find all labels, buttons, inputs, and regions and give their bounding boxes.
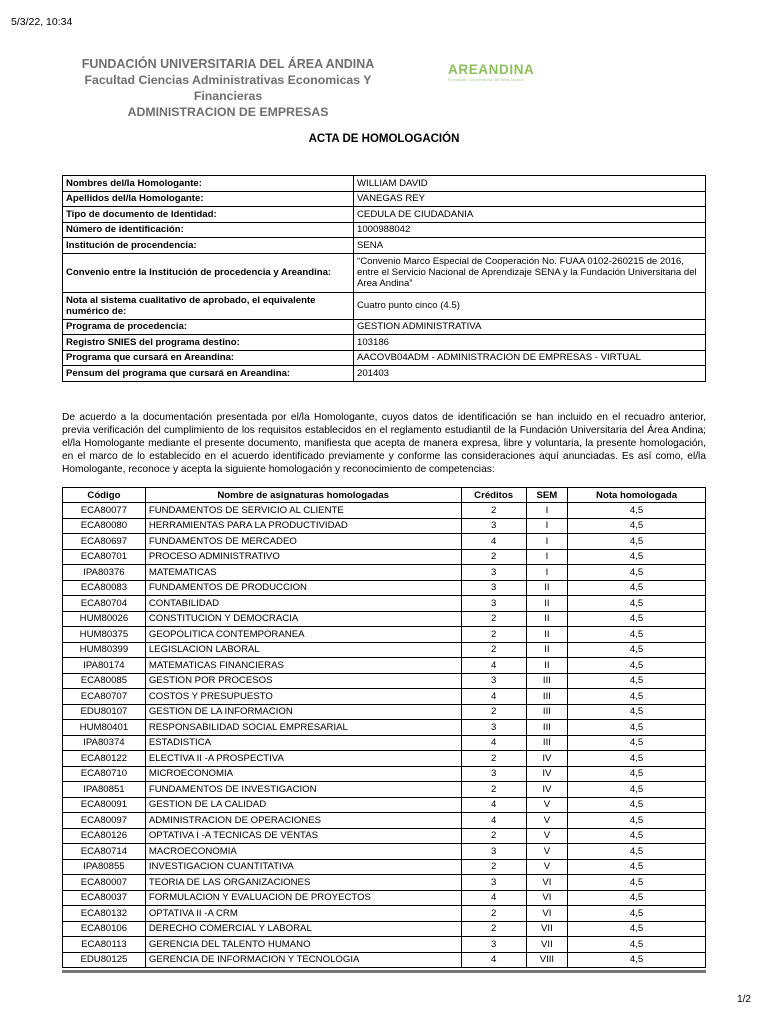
- info-label: Convenio entre la Institución de procedencia y Areandina:: [63, 253, 354, 292]
- info-row: [63, 350, 706, 366]
- course-grade: 4,5: [568, 766, 706, 782]
- course-semester: I: [526, 565, 567, 581]
- course-grade: 4,5: [568, 921, 706, 937]
- course-grade: 4,5: [568, 596, 706, 612]
- course-grade: 4,5: [568, 735, 706, 751]
- info-row: [63, 207, 706, 223]
- course-code: ECA80097: [63, 813, 146, 829]
- course-name: PROCESO ADMINISTRATIVO: [145, 549, 461, 565]
- table-row: [63, 828, 706, 844]
- course-credits: 3: [461, 565, 526, 581]
- header-sem: SEM: [526, 488, 567, 503]
- course-name: MATEMATICAS FINANCIERAS: [145, 658, 461, 674]
- course-name: GERENCIA DEL TALENTO HUMANO: [145, 937, 461, 953]
- table-row: [63, 518, 706, 534]
- course-semester: I: [526, 549, 567, 565]
- header-credits: Créditos: [461, 488, 526, 503]
- course-grade: 4,5: [568, 689, 706, 705]
- course-semester: II: [526, 596, 567, 612]
- course-name: LEGISLACION LABORAL: [145, 642, 461, 658]
- info-row: [63, 292, 706, 319]
- course-grade: 4,5: [568, 859, 706, 875]
- info-value: CEDULA DE CIUDADANIA: [354, 207, 706, 223]
- print-date: 5/3/22, 10:34: [11, 16, 73, 28]
- info-label: Programa que cursará en Areandina:: [63, 350, 354, 366]
- course-name: OPTATIVA I -A TECNICAS DE VENTAS: [145, 828, 461, 844]
- course-credits: 2: [461, 642, 526, 658]
- course-credits: 4: [461, 797, 526, 813]
- course-code: ECA80113: [63, 937, 146, 953]
- course-name: INVESTIGACION CUANTITATIVA: [145, 859, 461, 875]
- course-code: ECA80126: [63, 828, 146, 844]
- course-name: TEORIA DE LAS ORGANIZACIONES: [145, 875, 461, 891]
- info-row: [63, 253, 706, 292]
- course-code: ECA80091: [63, 797, 146, 813]
- course-credits: 2: [461, 859, 526, 875]
- table-row: [63, 952, 706, 968]
- course-grade: 4,5: [568, 503, 706, 519]
- course-credits: 2: [461, 828, 526, 844]
- course-semester: IV: [526, 782, 567, 798]
- table-row: [63, 534, 706, 550]
- course-semester: V: [526, 859, 567, 875]
- table-row: [63, 890, 706, 906]
- course-grade: 4,5: [568, 782, 706, 798]
- homologante-info-table: [62, 175, 706, 382]
- course-grade: 4,5: [568, 580, 706, 596]
- course-grade: 4,5: [568, 906, 706, 922]
- course-credits: 3: [461, 844, 526, 860]
- course-grade: 4,5: [568, 952, 706, 968]
- course-name: FORMULACION Y EVALUACION DE PROYECTOS: [145, 890, 461, 906]
- course-grade: 4,5: [568, 797, 706, 813]
- table-row: [63, 658, 706, 674]
- course-semester: II: [526, 658, 567, 674]
- course-name: GESTION DE LA INFORMACION: [145, 704, 461, 720]
- course-credits: 2: [461, 503, 526, 519]
- course-code: ECA80007: [63, 875, 146, 891]
- course-grade: 4,5: [568, 642, 706, 658]
- course-credits: 2: [461, 611, 526, 627]
- course-credits: 4: [461, 890, 526, 906]
- info-label: Registro SNIES del programa destino:: [63, 335, 354, 351]
- info-label: Pensum del programa que cursará en Areandina:: [63, 366, 354, 382]
- info-value: 103186: [354, 335, 706, 351]
- course-semester: II: [526, 611, 567, 627]
- logo-word: AREANDINA: [448, 62, 535, 77]
- info-value: GESTION ADMINISTRATIVA: [354, 319, 706, 335]
- info-row: [63, 319, 706, 335]
- table-row: [63, 503, 706, 519]
- info-label: Tipo de documento de Identidad:: [63, 207, 354, 223]
- course-semester: I: [526, 503, 567, 519]
- course-credits: 3: [461, 937, 526, 953]
- course-grade: 4,5: [568, 813, 706, 829]
- info-row: [63, 238, 706, 254]
- course-credits: 2: [461, 906, 526, 922]
- info-value: SENA: [354, 238, 706, 254]
- header-grade: Nota homologada: [568, 488, 706, 503]
- info-value: 1000988042: [354, 222, 706, 238]
- course-credits: 4: [461, 735, 526, 751]
- course-semester: I: [526, 534, 567, 550]
- course-credits: 4: [461, 813, 526, 829]
- institution-name: FUNDACIÓN UNIVERSITARIA DEL ÁREA ANDINA: [81, 57, 375, 71]
- course-code: IPA80851: [63, 782, 146, 798]
- table-row: [63, 859, 706, 875]
- areandina-logo: [448, 63, 558, 89]
- course-code: ECA80037: [63, 890, 146, 906]
- course-grade: 4,5: [568, 890, 706, 906]
- course-name: ESTADISTICA: [145, 735, 461, 751]
- course-name: MACROECONOMIA: [145, 844, 461, 860]
- info-label: Número de identificación:: [63, 222, 354, 238]
- course-grade: 4,5: [568, 565, 706, 581]
- table-row: [63, 720, 706, 736]
- course-code: ECA80707: [63, 689, 146, 705]
- table-row: [63, 782, 706, 798]
- course-code: IPA80855: [63, 859, 146, 875]
- course-name: FUNDAMENTOS DE INVESTIGACION: [145, 782, 461, 798]
- course-semester: VII: [526, 921, 567, 937]
- course-name: RESPONSABILIDAD SOCIAL EMPRESARIAL: [145, 720, 461, 736]
- course-credits: 3: [461, 596, 526, 612]
- course-name: ELECTIVA II -A PROSPECTIVA: [145, 751, 461, 767]
- course-credits: 4: [461, 689, 526, 705]
- table-row: [63, 611, 706, 627]
- course-grade: 4,5: [568, 704, 706, 720]
- table-row: [63, 596, 706, 612]
- course-name: COSTOS Y PRESUPUESTO: [145, 689, 461, 705]
- course-code: IPA80376: [63, 565, 146, 581]
- table-row: [63, 627, 706, 643]
- table-row: [63, 844, 706, 860]
- course-credits: 2: [461, 627, 526, 643]
- table-row: [63, 580, 706, 596]
- homologated-courses-table: [62, 487, 706, 968]
- info-value: “Convenio Marco Especial de Cooperación No. FUAA 0102-260215 de 2016, entre el Servicio Nacional de Aprendizaje SENA y la Fundación Universitaria del Area Andina”: [354, 253, 706, 292]
- course-code: HUM80399: [63, 642, 146, 658]
- course-grade: 4,5: [568, 549, 706, 565]
- table-header-row: [63, 488, 706, 503]
- course-credits: 3: [461, 766, 526, 782]
- course-grade: 4,5: [568, 518, 706, 534]
- course-grade: 4,5: [568, 611, 706, 627]
- table-row: [63, 751, 706, 767]
- course-credits: 2: [461, 549, 526, 565]
- program-name: ADMINISTRACION DE EMPRESAS: [127, 105, 329, 119]
- course-code: HUM80401: [63, 720, 146, 736]
- course-semester: III: [526, 720, 567, 736]
- course-name: GERENCIA DE INFORMACION Y TECNOLOGIA: [145, 952, 461, 968]
- course-semester: V: [526, 797, 567, 813]
- course-semester: V: [526, 813, 567, 829]
- course-name: FUNDAMENTOS DE PRODUCCION: [145, 580, 461, 596]
- table-row: [63, 673, 706, 689]
- course-name: OPTATIVA II -A CRM: [145, 906, 461, 922]
- course-semester: V: [526, 844, 567, 860]
- course-grade: 4,5: [568, 875, 706, 891]
- course-credits: 2: [461, 704, 526, 720]
- info-label: Programa de procedencia:: [63, 319, 354, 335]
- course-code: ECA80132: [63, 906, 146, 922]
- info-row: [63, 191, 706, 207]
- course-credits: 2: [461, 751, 526, 767]
- course-code: IPA80174: [63, 658, 146, 674]
- faculty-name: Facultad Ciencias Administrativas Economicas Y Financieras: [84, 73, 372, 103]
- info-value: Cuatro punto cinco (4.5): [354, 292, 706, 319]
- course-semester: III: [526, 673, 567, 689]
- course-semester: III: [526, 704, 567, 720]
- course-name: HERRAMIENTAS PARA LA PRODUCTIVIDAD: [145, 518, 461, 534]
- table-row: [63, 642, 706, 658]
- info-label: Nota al sistema cualitativo de aprobado, el equivalente numérico de:: [63, 292, 354, 319]
- course-name: MATEMATICAS: [145, 565, 461, 581]
- course-name: MICROECONOMIA: [145, 766, 461, 782]
- table-row: [63, 906, 706, 922]
- table-row: [63, 735, 706, 751]
- logo-subtitle: Fundación Universitaria del Área Andina: [448, 77, 524, 82]
- course-name: DERECHO COMERCIAL Y LABORAL: [145, 921, 461, 937]
- course-code: ECA80714: [63, 844, 146, 860]
- course-grade: 4,5: [568, 844, 706, 860]
- table-bottom-rule: [62, 970, 706, 973]
- course-semester: V: [526, 828, 567, 844]
- course-grade: 4,5: [568, 658, 706, 674]
- course-credits: 3: [461, 875, 526, 891]
- table-row: [63, 797, 706, 813]
- course-credits: 3: [461, 518, 526, 534]
- course-code: HUM80026: [63, 611, 146, 627]
- table-row: [63, 565, 706, 581]
- table-row: [63, 689, 706, 705]
- course-code: ECA80106: [63, 921, 146, 937]
- agreement-paragraph: De acuerdo a la documentación presentada por el/la Homologante, cuyos datos de identificación se han incluido en el recuadro anterior, previa verificación del cumplimiento de los requisitos establecidos en el reglamento estudiantil de la Fundación Universitaria del Área Andina; el/la Homologante mediante el presente documento, manifiesta que acepta de manera expresa, libre y voluntaria, la presente homologación, en el marco de lo establecido en el acuerdo identificado previamente y conforme las consideraciones aquí anunciadas. Es así como, el/la Homologante, reconoce y acepta la siguiente homologación y reconocimiento de competencias:: [62, 412, 706, 475]
- info-value: 201403: [354, 366, 706, 382]
- course-code: ECA80083: [63, 580, 146, 596]
- course-code: EDU80125: [63, 952, 146, 968]
- course-credits: 4: [461, 658, 526, 674]
- course-code: ECA80080: [63, 518, 146, 534]
- page-number: 1/2: [737, 994, 751, 1005]
- info-row: [63, 176, 706, 192]
- course-name: ADMINISTRACION DE OPERACIONES: [145, 813, 461, 829]
- course-code: HUM80375: [63, 627, 146, 643]
- course-credits: 3: [461, 580, 526, 596]
- document-title: ACTA DE HOMOLOGACIÓN: [308, 133, 460, 145]
- course-grade: 4,5: [568, 828, 706, 844]
- info-label: Nombres del/la Homologante:: [63, 176, 354, 192]
- info-label: Institución de procendencia:: [63, 238, 354, 254]
- table-row: [63, 937, 706, 953]
- course-code: ECA80710: [63, 766, 146, 782]
- info-value: VANEGAS REY: [354, 191, 706, 207]
- course-grade: 4,5: [568, 751, 706, 767]
- info-row: [63, 335, 706, 351]
- course-semester: I: [526, 518, 567, 534]
- course-name: CONSTITUCION Y DEMOCRACIA: [145, 611, 461, 627]
- course-code: ECA80704: [63, 596, 146, 612]
- course-name: FUNDAMENTOS DE SERVICIO AL CLIENTE: [145, 503, 461, 519]
- course-grade: 4,5: [568, 627, 706, 643]
- table-row: [63, 549, 706, 565]
- course-credits: 4: [461, 952, 526, 968]
- course-code: ECA80697: [63, 534, 146, 550]
- course-semester: IV: [526, 766, 567, 782]
- course-code: IPA80374: [63, 735, 146, 751]
- course-semester: VII: [526, 937, 567, 953]
- table-row: [63, 704, 706, 720]
- course-grade: 4,5: [568, 937, 706, 953]
- course-semester: VIII: [526, 952, 567, 968]
- institution-header: [58, 56, 398, 120]
- course-semester: II: [526, 642, 567, 658]
- course-name: GESTION POR PROCESOS: [145, 673, 461, 689]
- course-code: EDU80107: [63, 704, 146, 720]
- header-name: Nombre de asignaturas homologadas: [145, 488, 461, 503]
- course-credits: 3: [461, 673, 526, 689]
- course-semester: III: [526, 735, 567, 751]
- course-grade: 4,5: [568, 720, 706, 736]
- course-semester: II: [526, 580, 567, 596]
- info-label: Apellidos del/la Homologante:: [63, 191, 354, 207]
- course-credits: 2: [461, 782, 526, 798]
- course-credits: 3: [461, 720, 526, 736]
- course-semester: VI: [526, 875, 567, 891]
- course-code: ECA80077: [63, 503, 146, 519]
- table-row: [63, 921, 706, 937]
- info-value: AACOVB04ADM - ADMINISTRACION DE EMPRESAS - VIRTUAL: [354, 350, 706, 366]
- table-row: [63, 813, 706, 829]
- course-code: ECA80701: [63, 549, 146, 565]
- course-semester: IV: [526, 751, 567, 767]
- info-value: WILLIAM DAVID: [354, 176, 706, 192]
- info-row: [63, 222, 706, 238]
- course-code: ECA80085: [63, 673, 146, 689]
- course-grade: 4,5: [568, 673, 706, 689]
- table-row: [63, 875, 706, 891]
- table-row: [63, 766, 706, 782]
- course-name: GEOPOLITICA CONTEMPORANEA: [145, 627, 461, 643]
- course-grade: 4,5: [568, 534, 706, 550]
- course-semester: VI: [526, 890, 567, 906]
- course-name: GESTION DE LA CALIDAD: [145, 797, 461, 813]
- course-name: CONTABILIDAD: [145, 596, 461, 612]
- course-credits: 2: [461, 921, 526, 937]
- course-name: FUNDAMENTOS DE MERCADEO: [145, 534, 461, 550]
- course-credits: 4: [461, 534, 526, 550]
- course-semester: III: [526, 689, 567, 705]
- info-row: [63, 366, 706, 382]
- course-semester: VI: [526, 906, 567, 922]
- course-semester: II: [526, 627, 567, 643]
- course-code: ECA80122: [63, 751, 146, 767]
- header-code: Código: [63, 488, 146, 503]
